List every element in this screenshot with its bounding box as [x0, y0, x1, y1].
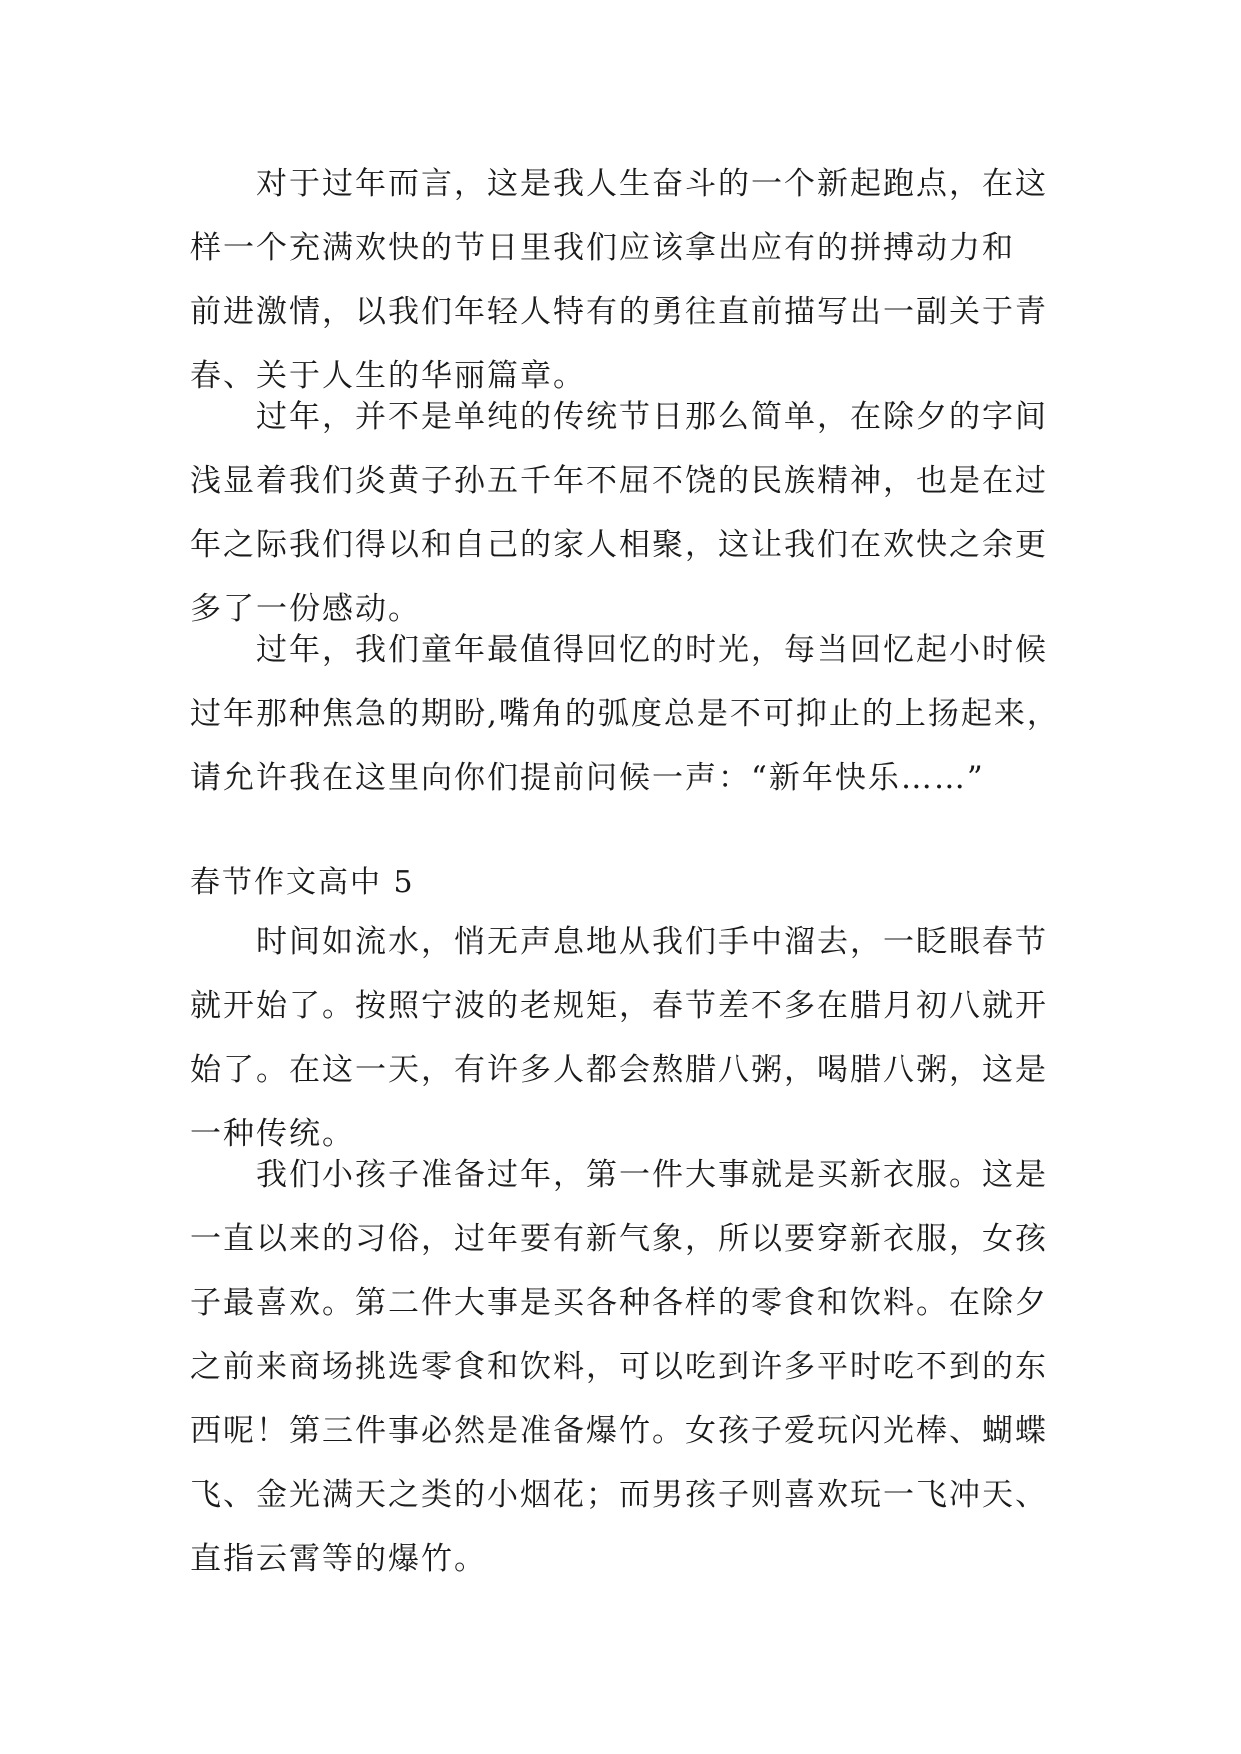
- paragraph-new-start: 对于过年而言，这是我人生奋斗的一个新起跑点，在这 样一个充满欢快的节日里我们应该拿出应有的拼搏动力和 前进激情，以我们年轻人特有的勇往直前描写出一副关于青 春、关于人生的华丽篇章。: [190, 166, 1048, 394]
- paragraph-preparations: 我们小孩子准备过年，第一件大事就是买新衣服。这是 一直以来的习俗，过年要有新气象，所以要穿新衣服，女孩 子最喜欢。第二件大事是买各种各样的零食和饮料。在除夕 之前来商场挑选零食和饮料，可以吃到许多平时吃不到的东 西呢！第三件事必然是准备爆竹。女孩子爱玩闪光棒、蝴蝶 飞、金光满天之类的小烟花；而男孩子则喜欢玩一飞冲天、 直指云霄等的爆竹。: [190, 1157, 1048, 1577]
- paragraph-tradition: 过年，并不是单纯的传统节日那么简单，在除夕的字间 浅显着我们炎黄子孙五千年不屈不饶的民族精神，也是在过 年之际我们得以和自己的家人相聚，这让我们在欢快之余更 多了一份感动。: [190, 399, 1048, 627]
- paragraph-childhood: 过年，我们童年最值得回忆的时光，每当回忆起小时候 过年那种焦急的期盼,嘴角的弧度总是不可抑止的上扬起来， 请允许我在这里向你们提前问候一声：“新年快乐……”: [190, 632, 1060, 796]
- section-heading: 春节作文高中 5: [190, 865, 415, 900]
- paragraph-time-flows: 时间如流水，悄无声息地从我们手中溜去，一眨眼春节 就开始了。按照宁波的老规矩，春节差不多在腊月初八就开 始了。在这一天，有许多人都会熬腊八粥，喝腊八粥，这是 一种传统。: [190, 924, 1048, 1152]
